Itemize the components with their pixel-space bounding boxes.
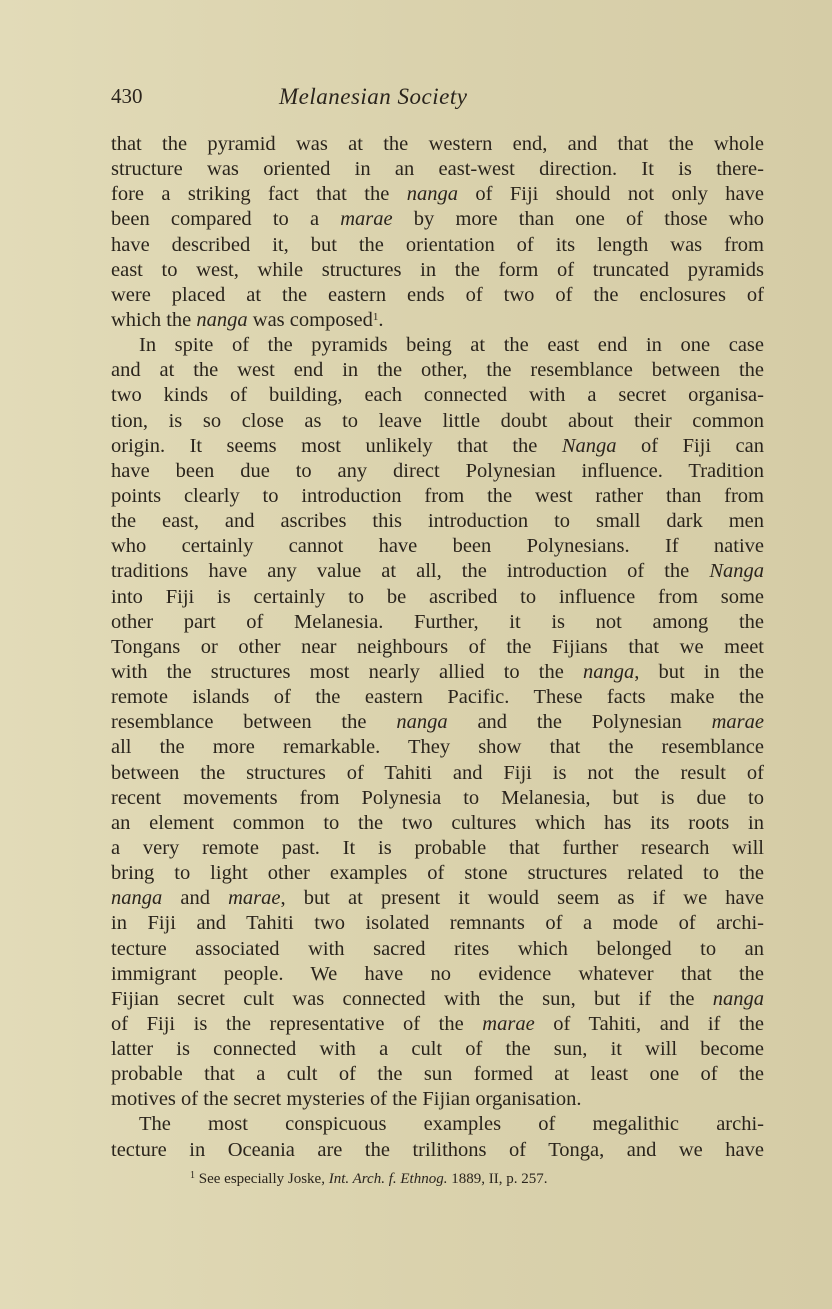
text-segment: resemblance between the bbox=[111, 711, 397, 734]
text-line bbox=[111, 283, 764, 308]
text-line bbox=[111, 132, 764, 157]
text-line bbox=[111, 911, 764, 936]
text-segment: Tongans or other near neighbours of the Fijians that we meet bbox=[111, 635, 764, 658]
page-header bbox=[111, 84, 764, 110]
text-line bbox=[111, 1138, 764, 1163]
text-line bbox=[111, 1012, 764, 1037]
text-segment: was composed bbox=[247, 308, 373, 331]
text-segment: points clearly to introduction from the west rather than from bbox=[111, 484, 764, 507]
text-line bbox=[111, 962, 764, 987]
text-line bbox=[111, 1112, 764, 1137]
text-line bbox=[111, 559, 764, 584]
text-segment: fore a striking fact that the bbox=[111, 183, 407, 206]
text-segment: were placed at the eastern ends of two of the enclosures of bbox=[111, 283, 764, 306]
text-segment: with the structures most nearly allied to the bbox=[111, 660, 583, 683]
text-line bbox=[111, 308, 764, 333]
text-line bbox=[111, 258, 764, 283]
text-segment: Fijian secret cult was connected with the sun, but if the bbox=[111, 987, 713, 1010]
text-line bbox=[111, 434, 764, 459]
italic-term: nanga bbox=[582, 660, 635, 683]
text-segment: in Fiji and Tahiti two isolated remnants of a mode of archi- bbox=[111, 912, 764, 935]
text-segment: remote islands of the eastern Pacific. These facts make the bbox=[111, 686, 764, 709]
italic-term: nanga bbox=[111, 887, 163, 910]
text-line bbox=[111, 886, 764, 911]
text-line bbox=[111, 1037, 764, 1062]
text-line bbox=[111, 157, 764, 182]
text-segment: In spite of the pyramids being at the east end in one case bbox=[139, 334, 764, 357]
text-segment: , but in the bbox=[634, 660, 764, 683]
text-segment: structure was oriented in an east-west direction. It is there- bbox=[111, 158, 764, 181]
text-line bbox=[111, 333, 764, 358]
text-segment: an element common to the two cultures which has its roots in bbox=[111, 811, 764, 834]
text-line bbox=[111, 1087, 764, 1112]
text-segment: a very remote past. It is probable that further research will bbox=[111, 836, 764, 859]
text-segment: latter is connected with a cult of the sun, it will become bbox=[111, 1038, 764, 1061]
text-segment: two kinds of building, each connected with a secret organisa- bbox=[111, 384, 764, 407]
text-segment: have been due to any direct Polynesian influence. Tradition bbox=[111, 459, 764, 482]
text-segment: tecture associated with sacred rites which belonged to an bbox=[111, 937, 764, 960]
text-segment: into Fiji is certainly to be ascribed to influence from some bbox=[111, 585, 764, 608]
text-line bbox=[111, 937, 764, 962]
text-segment: and the Polynesian bbox=[447, 711, 712, 734]
text-segment: been compared to a bbox=[111, 208, 341, 231]
text-segment: tion, is so close as to leave little doubt about their common bbox=[111, 409, 764, 432]
text-segment: of Fiji should not only have bbox=[457, 183, 765, 206]
text-segment: traditions have any value at all, the introduction of the bbox=[111, 560, 710, 583]
text-segment: of Tahiti, and if the bbox=[534, 1012, 764, 1035]
text-line bbox=[111, 635, 764, 660]
italic-term: marae bbox=[711, 711, 764, 734]
text-segment: have described it, but the orientation of its length was from bbox=[111, 233, 764, 256]
footnote-citation: 1889, II, p. 257. bbox=[447, 1171, 548, 1187]
text-segment: The most conspicuous examples of megalithic archi- bbox=[139, 1113, 764, 1136]
text-line bbox=[111, 987, 764, 1012]
text-line bbox=[111, 358, 764, 383]
text-segment: tecture in Oceania are the trilithons of Tonga, and we have bbox=[111, 1138, 764, 1161]
text-line bbox=[111, 836, 764, 861]
text-line bbox=[111, 811, 764, 836]
italic-term: marae bbox=[482, 1012, 535, 1035]
text-segment: probable that a cult of the sun formed at least one of the bbox=[111, 1063, 764, 1086]
italic-term: nanga bbox=[406, 183, 458, 206]
page-number: 430 bbox=[111, 84, 143, 108]
text-line bbox=[111, 409, 764, 434]
text-line bbox=[111, 484, 764, 509]
footnote-journal-title: Int. Arch. f. Ethnog. bbox=[328, 1171, 448, 1187]
footnote-text: See especially Joske, bbox=[195, 1171, 329, 1187]
text-segment: and at the west end in the other, the resemblance between the bbox=[111, 359, 764, 382]
text-segment: east to west, while structures in the form of truncated pyramids bbox=[111, 258, 764, 281]
text-line bbox=[111, 735, 764, 760]
italic-term: nanga bbox=[396, 711, 448, 734]
text-segment: bring to light other examples of stone structures related to the bbox=[111, 862, 764, 885]
italic-term: Nanga bbox=[709, 560, 764, 583]
italic-term: nanga bbox=[712, 987, 764, 1010]
text-segment: between the structures of Tahiti and Fiji is not the result of bbox=[111, 761, 764, 784]
text-line bbox=[111, 383, 764, 408]
text-segment: the east, and ascribes this introduction to small dark men bbox=[111, 510, 764, 533]
text-segment: , but at present it would seem as if we have bbox=[280, 887, 764, 910]
text-line bbox=[111, 786, 764, 811]
text-line bbox=[111, 509, 764, 534]
text-line bbox=[111, 534, 764, 559]
running-title: Melanesian Society bbox=[279, 84, 468, 109]
text-line bbox=[111, 207, 764, 232]
italic-term: marae bbox=[340, 208, 393, 231]
text-segment: which the bbox=[111, 308, 197, 331]
footnote bbox=[190, 1171, 547, 1188]
text-line bbox=[111, 861, 764, 886]
text-line bbox=[111, 233, 764, 258]
text-segment: by more than one of those who bbox=[392, 208, 765, 231]
text-segment: immigrant people. We have no evidence whatever that the bbox=[111, 962, 764, 985]
footnote-reference: 1 bbox=[372, 310, 379, 323]
text-line bbox=[111, 610, 764, 635]
text-segment: motives of the secret mysteries of the Fijian organisation. bbox=[111, 1088, 582, 1111]
body-text bbox=[111, 132, 764, 1163]
text-line bbox=[111, 1062, 764, 1087]
text-segment: of Fiji can bbox=[616, 434, 764, 457]
text-segment: all the more remarkable. They show that the resemblance bbox=[111, 736, 764, 759]
text-line bbox=[111, 182, 764, 207]
text-line bbox=[111, 710, 764, 735]
text-segment: who certainly cannot have been Polynesians. If native bbox=[111, 535, 764, 558]
text-line bbox=[111, 459, 764, 484]
text-line bbox=[111, 685, 764, 710]
text-line bbox=[111, 585, 764, 610]
text-line bbox=[111, 660, 764, 685]
text-segment: of Fiji is the representative of the bbox=[111, 1012, 483, 1035]
text-segment: and bbox=[162, 887, 229, 910]
text-segment: . bbox=[378, 308, 384, 331]
italic-term: nanga bbox=[196, 308, 248, 331]
text-segment: other part of Melanesia. Further, it is not among the bbox=[111, 610, 764, 633]
text-segment: that the pyramid was at the western end, and that the whole bbox=[111, 133, 764, 155]
italic-term: marae bbox=[228, 887, 281, 910]
text-segment: origin. It seems most unlikely that the bbox=[111, 434, 562, 457]
text-line bbox=[111, 761, 764, 786]
footnote-marker: 1 bbox=[190, 1170, 195, 1181]
text-segment: recent movements from Polynesia to Melanesia, but is due to bbox=[111, 786, 764, 809]
italic-term: Nanga bbox=[561, 434, 617, 457]
